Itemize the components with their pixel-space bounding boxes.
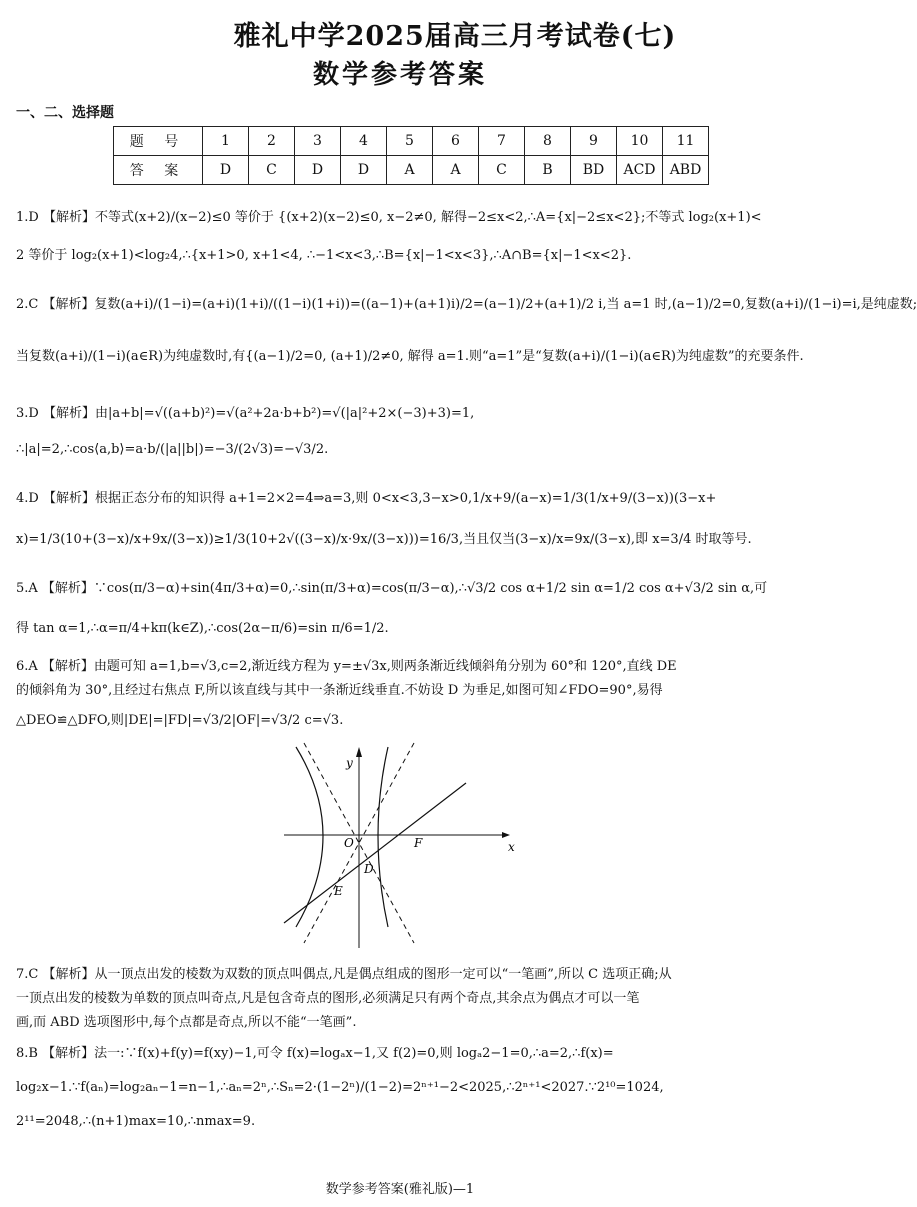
point-f-label: F: [414, 836, 423, 850]
solution-q7: [16, 963, 784, 1035]
solution-q1: [16, 199, 784, 275]
solution-line: 的倾斜角为 30°,且经过右焦点 F,所以该直线与其中一条渐近线垂直.不妨设 D 为垂足,如图可知∠FDO=90°,易得: [16, 683, 663, 698]
answer-cell: A: [433, 156, 479, 185]
question-number: 3: [295, 127, 341, 156]
line-de: [284, 783, 466, 923]
solution-line: 2¹¹=2048,∴(n+1)max=10,∴nmax=9.: [16, 1114, 256, 1129]
x-axis-arrow: [502, 832, 510, 838]
question-number: 4: [341, 127, 387, 156]
solution-line: △DEO≌△DFO,则|DE|=|FD|=√3/2|OF|=√3/2 c=√3.: [16, 713, 344, 728]
y-label: y: [346, 756, 353, 770]
solution-line: 6.A 【解析】由题可知 a=1,b=√3,c=2,渐近线方程为 y=±√3x,则两条渐近线倾斜角分别为 60°和 120°,直线 DE: [16, 659, 677, 674]
solution-line: x)=1/3(10+(3−x)/x+9x/(3−x))≥1/3(10+2√((3−x)/x·9x/(3−x)))=16/3,当且仅当(3−x)/x=9x/(3−x),即 x=3/4 时取等号.: [16, 532, 752, 547]
question-number: 5: [387, 127, 433, 156]
row-label: 答 案: [114, 156, 203, 185]
answer-title: 数学参考答案: [312, 60, 487, 90]
answer-cell: D: [341, 156, 387, 185]
solution-line: 3.D 【解析】由|a+b|=√((a+b)²)=√(a²+2a·b+b²)=√(|a|²+2×(−3)+3)=1,: [16, 406, 475, 421]
question-number: 11: [663, 127, 709, 156]
answer-cell: B: [525, 156, 571, 185]
section-heading: 一、二、选择题: [16, 105, 114, 121]
x-label: x: [508, 840, 515, 854]
answer-cell: C: [479, 156, 525, 185]
solution-line: 1.D 【解析】不等式(x+2)/(x−2)≤0 等价于 {(x+2)(x−2)≤0, x−2≠0, 解得−2≤x<2,∴A={x|−2≤x<2};不等式 log₂(x+1)<: [16, 210, 762, 225]
origin-label: O: [344, 836, 354, 850]
solution-line: 5.A 【解析】∵cos(π/3−α)+sin(4π/3+α)=0,∴sin(π/3+α)=cos(π/3−α),∴√3/2 cos α+1/2 sin α=1/2 cos α+√3/2 sin α,可: [16, 581, 768, 596]
solution-line: ∴|a|=2,∴cos⟨a,b⟩=a·b/(|a||b|)=−3/(2√3)=−√3/2.: [16, 442, 329, 457]
question-number: 9: [571, 127, 617, 156]
answer-cell: BD: [571, 156, 617, 185]
solution-line: 4.D 【解析】根据正态分布的知识得 a+1=2×2=4⇒a=3,则 0<x<3,3−x>0,1/x+9/(a−x)=1/3(1/x+9/(3−x))(3−x+: [16, 491, 717, 506]
row-label: 题 号: [114, 127, 203, 156]
solution-q2: [16, 285, 917, 389]
question-number-row: [114, 127, 709, 156]
exam-title: 雅礼中学2025届高三月考试卷(七): [233, 21, 677, 52]
answer-cell: ACD: [617, 156, 663, 185]
answer-cell: D: [295, 156, 341, 185]
question-number: 7: [479, 127, 525, 156]
question-number: 2: [249, 127, 295, 156]
solution-q5: [16, 569, 784, 649]
hyperbola-left-branch: [296, 747, 323, 927]
solution-line: 8.B 【解析】法一:∵f(x)+f(y)=f(xy)−1,可令 f(x)=logₐx−1,又 f(2)=0,则 logₐ2−1=0,∴a=2,∴f(x)=: [16, 1046, 614, 1061]
answer-cell: A: [387, 156, 433, 185]
hyperbola-figure: [16, 743, 784, 953]
answer-cell: C: [249, 156, 295, 185]
answer-row: [114, 156, 709, 185]
question-number: 6: [433, 127, 479, 156]
point-e-label: E: [334, 884, 343, 898]
solution-line: 画,而 ABD 选项图形中,每个点都是奇点,所以不能“一笔画”.: [16, 1015, 357, 1030]
question-number: 1: [203, 127, 249, 156]
y-axis-arrow: [356, 747, 362, 757]
question-number: 10: [617, 127, 663, 156]
solution-line: 2 等价于 log₂(x+1)<log₂4,∴{x+1>0, x+1<4, ∴−1<x<3,∴B={x|−1<x<3},∴A∩B={x|−1<x<2}.: [16, 248, 632, 263]
solution-q6: [16, 655, 784, 739]
solution-q3: [16, 397, 784, 469]
answer-table: [113, 126, 709, 185]
hyperbola-diagram: [280, 743, 520, 953]
solution-line: 一顶点出发的棱数为单数的顶点叫奇点,凡是包含奇点的图形,必须满足只有两个奇点,其余点为偶点才可以一笔: [16, 991, 640, 1006]
solution-line: log₂x−1.∵f(aₙ)=log₂aₙ−1=n−1,∴aₙ=2ⁿ,∴Sₙ=2·(1−2ⁿ)/(1−2)=2ⁿ⁺¹−2<2025,∴2ⁿ⁺¹<2027.∵2¹⁰=1024,: [16, 1080, 664, 1095]
page-footer: 数学参考答案(雅礼版)—1: [325, 1182, 475, 1197]
question-number: 8: [525, 127, 571, 156]
solution-q4: [16, 479, 784, 561]
solution-line: 得 tan α=1,∴α=π/4+kπ(k∈Z),∴cos(2α−π/6)=sin π/6=1/2.: [16, 621, 389, 636]
solution-line: 当复数(a+i)/(1−i)(a∈R)为纯虚数时,有{(a−1)/2=0, (a+1)/2≠0, 解得 a=1.则“a=1”是“复数(a+i)/(1−i)(a∈R)为纯虚数”的充要条件.: [16, 349, 804, 364]
solution-line: 7.C 【解析】从一顶点出发的棱数为双数的顶点叫偶点,凡是偶点组成的图形一定可以“一笔画”,所以 C 选项正确;从: [16, 967, 672, 982]
solution-line: 2.C 【解析】复数(a+i)/(1−i)=(a+i)(1+i)/((1−i)(1+i))=((a−1)+(a+1)i)/2=(a−1)/2+(a+1)/2 i,当 a=1 时,(a−1)/2=0,复数(a+i)/(1−i)=i,是纯虚数;: [16, 297, 917, 312]
answer-cell: D: [203, 156, 249, 185]
point-d-label: D: [364, 862, 374, 876]
hyperbola-right-branch: [378, 747, 388, 927]
answer-cell: ABD: [663, 156, 709, 185]
solution-q8: [16, 1039, 784, 1137]
